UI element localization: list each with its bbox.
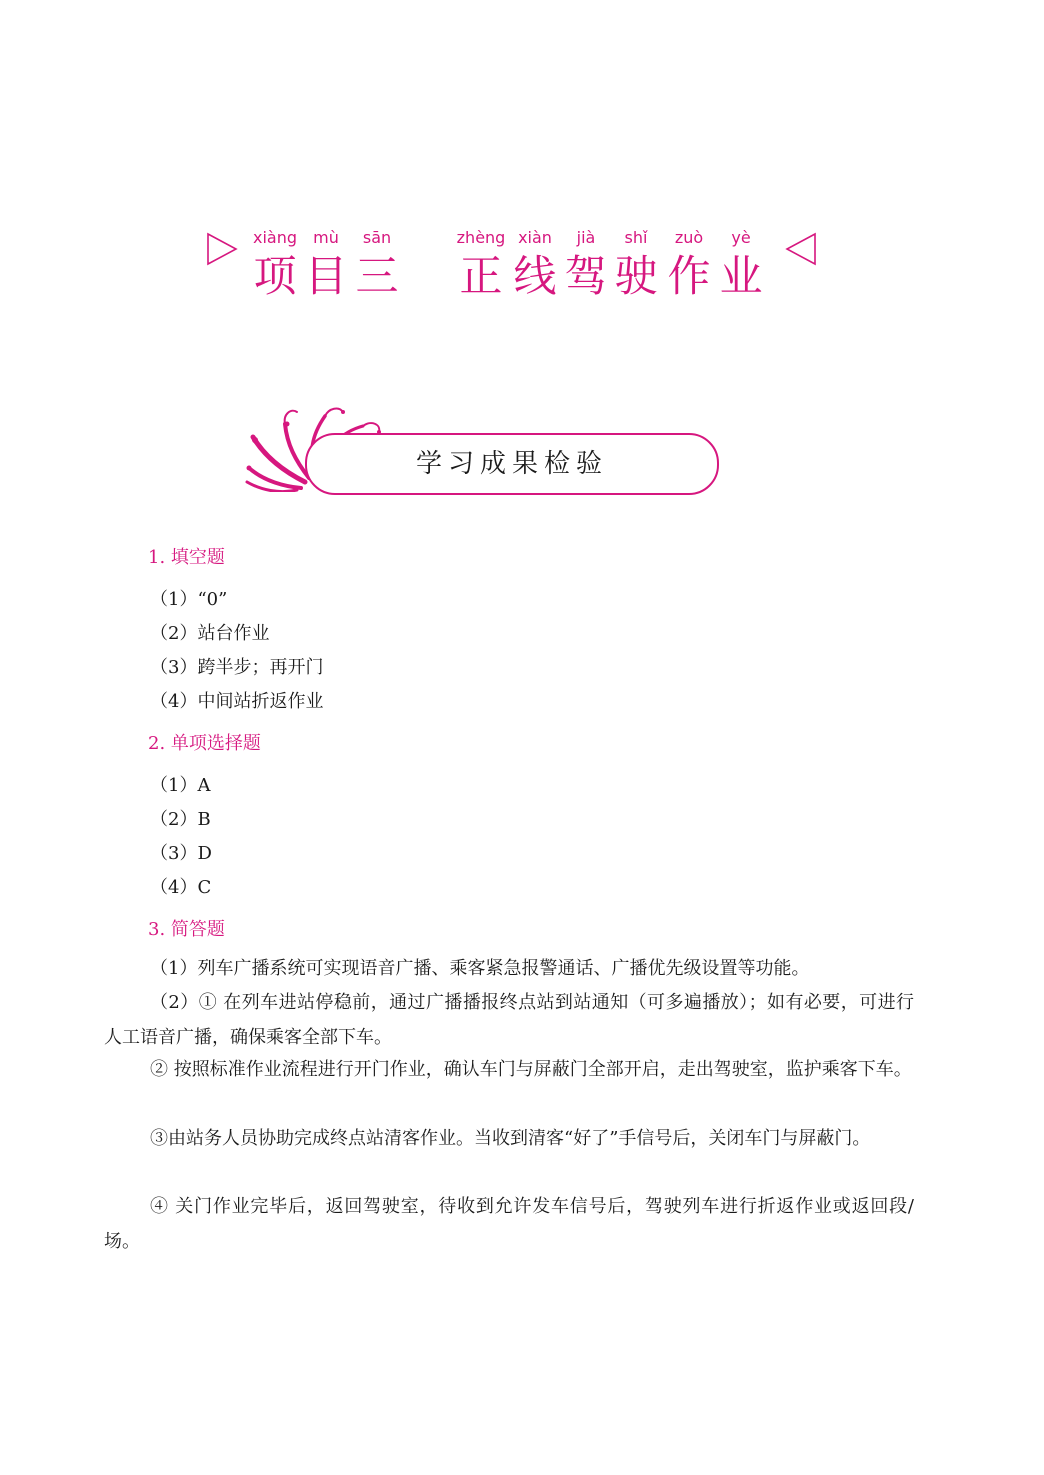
answer-item: （2）B: [150, 809, 211, 830]
answer-item: （4）C: [150, 877, 212, 898]
title-char-7: 驶: [614, 252, 658, 302]
title-char-3: 三: [355, 252, 399, 302]
title-char-5: 线: [513, 252, 557, 302]
pinyin-9: yè: [731, 228, 751, 247]
pinyin-8: zuò: [674, 228, 704, 247]
section-heading-fill-blank: 1. 填空题: [148, 547, 225, 568]
answer-paragraph: ② 按照标准作业流程进行开门作业，确认车门与屏蔽门全部开启，走出驾驶室，监护乘客下车。: [150, 1059, 912, 1080]
answer-item: （1）A: [150, 775, 211, 796]
pinyin-6: jià: [576, 228, 596, 247]
answer-paragraph: （1）列车广播系统可实现语音广播、乘客紧急报警通话、广播优先级设置等功能。: [150, 958, 810, 979]
left-triangle-icon: [785, 232, 817, 266]
answer-item: （2）站台作业: [150, 623, 270, 644]
pinyin-7: shǐ: [624, 228, 648, 247]
title-char-6: 驾: [564, 252, 608, 302]
title-char-2: 目: [304, 252, 348, 302]
answer-paragraph: ③由站务人员协助完成终点站清客作业。当收到清客“好了”手信号后，关闭车门与屏蔽门。: [150, 1128, 871, 1149]
answer-item: （3）D: [150, 843, 212, 864]
title-char-1: 项: [253, 252, 297, 302]
right-triangle-icon: [206, 232, 238, 266]
answer-paragraph: ④ 关门作业完毕后，返回驾驶室，待收到允许发车信号后，驾驶列车进行折返作业或返回段/场。: [104, 1196, 914, 1252]
pinyin-5: xiàn: [518, 228, 552, 247]
pinyin-2: mù: [313, 228, 339, 247]
section-heading-single-choice: 2. 单项选择题: [148, 733, 261, 754]
answer-item: （3）跨半步；再开门: [150, 657, 324, 678]
section-banner-title: 学习成果检验: [415, 449, 608, 479]
pinyin-3: sān: [362, 228, 392, 247]
title-char-8: 作: [667, 252, 711, 302]
pinyin-1: xiàng: [252, 228, 298, 247]
answer-item: （4）中间站折返作业: [150, 691, 324, 712]
section-heading-short-answer: 3. 简答题: [148, 919, 225, 940]
answer-item: （1）“0”: [150, 589, 228, 610]
answer-paragraph: （2）① 在列车进站停稳前，通过广播播报终点站到站通知（可多遍播放）；如有必要，可进行人工语音广播，确保乘客全部下车。: [104, 992, 914, 1048]
title-char-4: 正: [459, 252, 503, 302]
pinyin-4: zhèng: [456, 228, 506, 247]
title-char-9: 业: [719, 252, 763, 302]
